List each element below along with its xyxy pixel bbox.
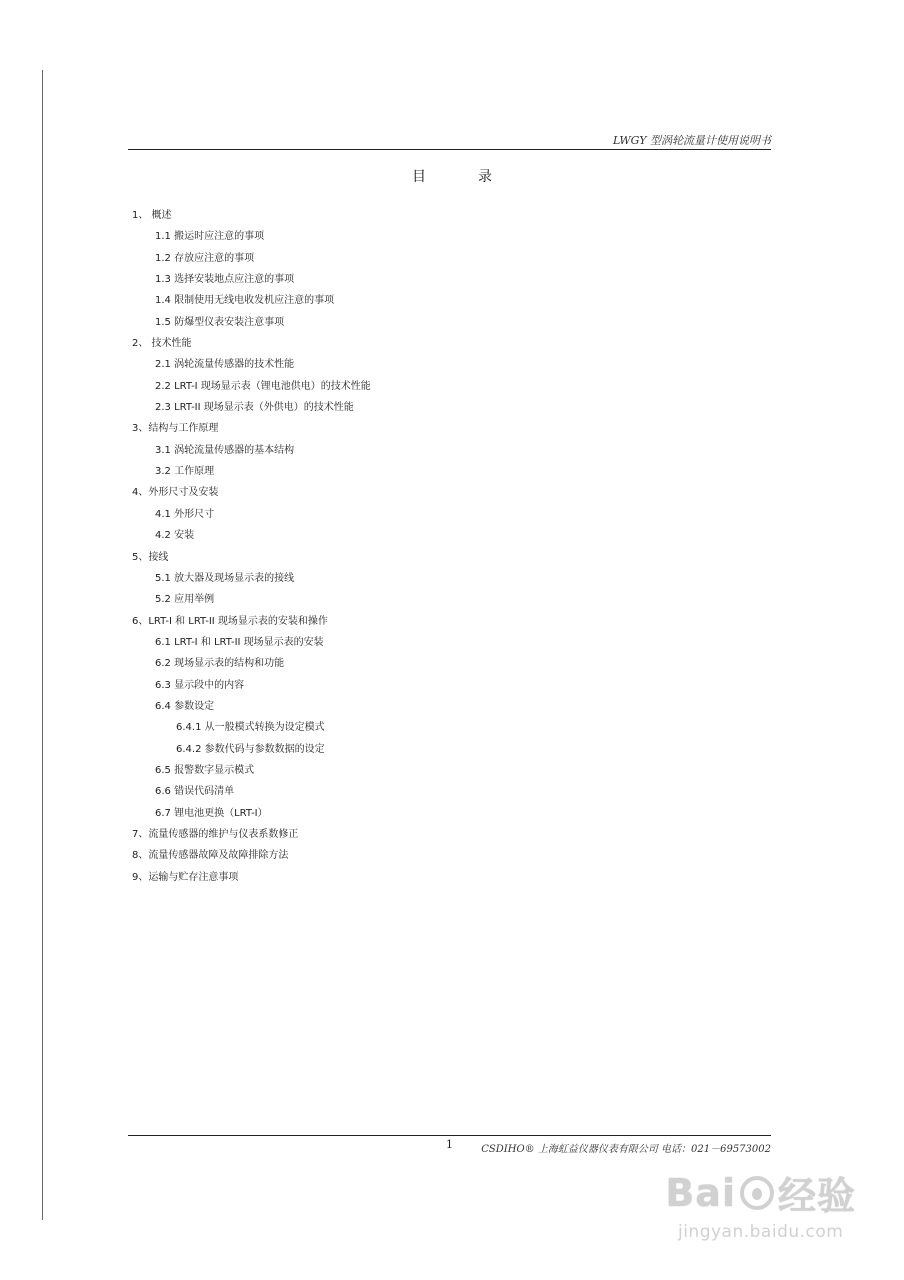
footer-company-info: CSDIHO® 上海虹益仪器仪表有限公司 电话：021－69573002 [481,1144,771,1155]
toc-title: 目录 [412,169,544,185]
watermark-url: jingyan.baidu.com [677,1222,844,1242]
toc-entry[interactable]: 6、LRT-I 和 LRT-II 现场显示表的安装和操作 [132,615,328,627]
watermark-logo-text: Bai [665,1170,736,1215]
toc-entry[interactable]: 9、运输与贮存注意事项 [132,871,239,883]
toc-entry[interactable]: 8、流量传感器故障及故障排除方法 [132,850,289,862]
footer-rule [128,1135,771,1136]
toc-entry[interactable]: 4.2 安装 [155,530,195,542]
baidu-jingyan-watermark [665,1165,856,1242]
toc-entry[interactable]: 6.3 显示段中的内容 [155,679,245,691]
toc-entry[interactable]: 3.2 工作原理 [155,466,215,478]
toc-entry[interactable]: 5.2 应用举例 [155,594,215,606]
toc-entry[interactable]: 3.1 涡轮流量传感器的基本结构 [155,444,295,456]
toc-entry[interactable]: 1.1 搬运时应注意的事项 [155,231,265,243]
table-of-contents [0,205,904,888]
toc-entry[interactable]: 6.4.1 从一般模式转换为设定模式 [176,722,325,734]
paw-icon [740,1176,774,1210]
watermark-logo [665,1165,856,1220]
toc-entry[interactable]: 1.5 防爆型仪表安装注意事项 [155,316,285,328]
toc-entry[interactable]: 1.2 存放应注意的事项 [155,252,255,264]
toc-entry[interactable]: 2、 技术性能 [132,338,192,350]
toc-entry[interactable]: 5、接线 [132,551,169,563]
toc-entry[interactable]: 6.4.2 参数代码与参数数据的设定 [176,743,325,755]
toc-entry[interactable]: 6.2 现场显示表的结构和功能 [155,658,285,670]
page-number: 1 [446,1138,453,1151]
toc-entry[interactable]: 6.7 锂电池更换（LRT-I） [155,807,268,819]
toc-entry[interactable]: 2.1 涡轮流量传感器的技术性能 [155,359,295,371]
toc-entry[interactable]: 6.6 错误代码清单 [155,786,235,798]
header-rule [128,149,771,150]
toc-entry[interactable]: 6.4 参数设定 [155,700,215,712]
toc-entry[interactable]: 3、结构与工作原理 [132,423,219,435]
toc-entry[interactable]: 6.1 LRT-I 和 LRT-II 现场显示表的安装 [155,636,324,648]
toc-entry[interactable]: 1、 概述 [132,210,172,221]
toc-entry[interactable]: 1.3 选择安装地点应注意的事项 [155,274,295,286]
toc-entry[interactable]: 7、流量传感器的维护与仪表系数修正 [132,828,299,840]
toc-entry[interactable]: 4、外形尺寸及安装 [132,487,219,499]
watermark-logo-suffix: 经验 [777,1174,856,1218]
toc-entry[interactable]: 5.1 放大器及现场显示表的接线 [155,572,295,584]
toc-entry[interactable]: 4.1 外形尺寸 [155,508,215,520]
toc-entry[interactable]: 6.5 报警数字显示模式 [155,764,255,776]
toc-entry[interactable]: 1.4 限制使用无线电收发机应注意的事项 [155,295,335,307]
toc-entry[interactable]: 2.2 LRT-I 现场显示表（锂电池供电）的技术性能 [155,380,371,392]
header-document-title: LWGY 型涡轮流量计使用说明书 [612,134,771,147]
toc-entry[interactable]: 2.3 LRT-II 现场显示表（外供电）的技术性能 [155,402,354,414]
